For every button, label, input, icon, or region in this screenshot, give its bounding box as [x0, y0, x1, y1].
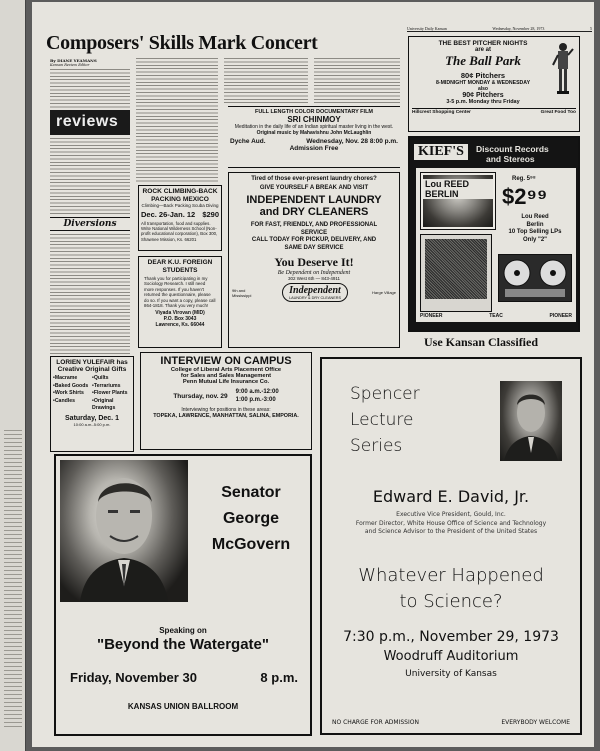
laundry-logo-row [232, 283, 396, 302]
climbing-detail: All transportation, food and supplies. Write National Wilderness School (Non-profit educational corporation), Box 300, Shawnee Mission, Ks. 66201 [141, 221, 218, 242]
spencer-when: 7:30 p.m., November 29, 1973 [343, 629, 559, 645]
ballpark-line6: also [477, 86, 488, 92]
chinmoy-ad [228, 106, 400, 168]
previous-page-text [4, 430, 22, 730]
ballpark-name: The Ball Park [445, 53, 521, 68]
climbing-title: ROCK CLIMBING-BACK PACKING MEXICO [142, 188, 218, 203]
kiefs-ad [408, 136, 580, 332]
interview-line5: TOPEKA, LAWRENCE, MANHATTAN, SALINA, EMPORIA. [153, 413, 299, 419]
laundry-name1: INDEPENDENT LAUNDRY [246, 194, 382, 206]
mcgovern-when-row [70, 670, 298, 685]
chinmoy-line2: SRI CHINMOY [287, 115, 341, 124]
laundry-location-left: 9th and Mississippi [232, 287, 252, 298]
album-cover-photo [423, 175, 493, 227]
spencer-role2: Former Director, White House Office of Science and Technology [355, 519, 547, 527]
interview-date: Thursday, nov. 29 [173, 392, 228, 400]
lorien-hours: 10:00 a.m.-5:00 p.m. [73, 421, 111, 427]
laundry-tagline: Be Dependent on Independent [277, 270, 351, 276]
chinmoy-line4: Original music by Mahavishnu John McLaughlin [256, 130, 372, 136]
receiver-illustration [420, 234, 492, 312]
students-ad [138, 256, 222, 348]
article-text-col2 [136, 58, 218, 183]
laundry-question: Tired of those ever-present laundry chores? [251, 176, 377, 182]
chinmoy-line1: FULL LENGTH COLOR DOCUMENTARY FILM [254, 109, 374, 115]
kiefs-details [498, 214, 572, 244]
students-address2: Lawrence, Ks. 66044 [155, 322, 205, 329]
reviews-label: reviews [50, 110, 130, 135]
mcgovern-topic: "Beyond the Watergate" [96, 636, 270, 653]
spencer-topic [322, 563, 580, 615]
lorien-item: •Quilts [92, 375, 109, 381]
laundry-logo-sub: LAUNDRY & DRY CLEANERS [288, 296, 342, 300]
lorien-item: •Flower Plants [92, 390, 128, 396]
baseball-player-illustration [551, 41, 575, 99]
article-text-col1b [50, 138, 130, 214]
mcgovern-speaking: Speaking on [159, 626, 207, 635]
chinmoy-time-row [230, 138, 398, 145]
spencer-role1: Executive Vice President, Gould, Inc. [396, 511, 506, 518]
mcgovern-ad [54, 454, 312, 736]
chinmoy-admission: Admission Free [289, 145, 339, 152]
ballpark-line8: 3-5 p.m. Monday thru Friday [446, 99, 520, 105]
ballpark-line1: THE BEST PITCHER NIGHTS [438, 40, 528, 47]
students-name: Viyada Virovan (MID) [155, 310, 205, 317]
ballpark-line4: 80¢ Pitchers [460, 71, 506, 80]
kiefs-tagline [476, 144, 549, 164]
brand-label: PIONEER [549, 313, 572, 319]
kiefs-top: 10 Top Selling LPs [508, 229, 562, 235]
tape-deck-illustration [498, 254, 572, 302]
david-portrait [500, 381, 562, 461]
chinmoy-venue: Dyche Aud. [230, 138, 266, 145]
ballpark-footer-left: Hillcrest Shopping Center [412, 110, 471, 115]
kiefs-line1: Discount Records [476, 144, 549, 154]
article-text-col1a [50, 69, 130, 109]
portrait-silhouette [60, 460, 188, 602]
ballpark-ad [408, 36, 580, 132]
spencer-university: University of Kansas [405, 669, 497, 679]
mcgovern-title1: Senator [221, 484, 281, 501]
spencer-role3: and Science Advisor to the President of the United States [364, 528, 538, 535]
mcgovern-time: 8 p.m. [260, 670, 298, 685]
article-text-col4 [314, 58, 400, 104]
lorien-item: •Candles [53, 397, 75, 404]
ballpark-line2: are at [474, 47, 491, 53]
laundry-deserve: You Deserve It! [274, 255, 354, 269]
newspaper-page [32, 2, 594, 747]
spencer-footer-left: NO CHARGE FOR ADMISSION [332, 719, 419, 726]
kiefs-name: KIEF'S [414, 144, 468, 160]
spencer-title1: Spencer [350, 384, 420, 404]
article-text-col3 [224, 58, 308, 104]
diversions-box [50, 217, 130, 351]
lorien-item: •Baked Goods [53, 382, 89, 389]
climbing-date-row [141, 210, 219, 219]
interview-schedule [143, 388, 309, 404]
berlin-album-cover [420, 172, 496, 230]
spencer-speaker-credentials [322, 511, 580, 537]
laundry-logo-name: Independent [289, 285, 341, 296]
interview-line1: College of Liberal Arts Placement Office [170, 367, 282, 373]
masthead-date: Wednesday, November 28, 1973 [492, 26, 545, 31]
lorien-subtitle: Creative Original Gifts [57, 366, 127, 373]
climbing-dates: Dec. 26-Jan. 12 [141, 210, 196, 219]
diversions-listings [50, 234, 130, 358]
laundry-logo [282, 283, 348, 302]
album-title: Lou REED BERLIN [423, 179, 493, 199]
spencer-footer-right: EVERYBODY WELCOME [501, 719, 570, 726]
ballpark-footer-right: Great Food Too [540, 110, 576, 115]
brand-label: PIONEER [420, 313, 443, 319]
laundry-fast: FOR FAST, FRIENDLY, AND PROFESSIONAL SERVICE [250, 222, 378, 236]
spencer-lecture-ad [320, 357, 582, 735]
mcgovern-when: Friday, November 30 [70, 670, 197, 685]
laundry-location-right: Harge Village [372, 290, 396, 295]
interview-time1: 9:00 a.m.-12:00 [235, 389, 279, 395]
spencer-speaker-name: Edward E. David, Jr. [372, 487, 530, 506]
kiefs-regular-price: Reg. 5⁹⁸ [512, 176, 536, 182]
mcgovern-portrait [60, 460, 188, 602]
brand-label: TEAC [489, 313, 503, 319]
lorien-items [53, 375, 131, 413]
masthead-page: 5 [590, 26, 592, 31]
kiefs-line2: and Stereos [486, 154, 535, 164]
mcgovern-where: KANSAS UNION BALLROOM [127, 702, 239, 711]
interview-time2: 1:00 p.m.-3:00 [235, 397, 276, 403]
chinmoy-when: Wednesday, Nov. 28 8:00 p.m. [306, 138, 398, 145]
laundry-address: 302 West 6th — 843-4911 [287, 276, 341, 281]
lorien-date: Saturday, Dec. 1 [65, 414, 119, 422]
spencer-title2: Lecture [350, 410, 414, 430]
article-byline: By DIANE YEAMANS [50, 58, 97, 63]
kiefs-brands [420, 313, 572, 319]
lorien-item: •Original Drawings [92, 397, 116, 411]
spencer-topic1: Whatever Happened [358, 565, 544, 586]
climbing-ad [138, 185, 222, 251]
interview-line3: Penn Mutual Life Insurance Co. [182, 379, 270, 385]
tape-reels-icon [499, 255, 571, 301]
interview-ad [140, 352, 312, 450]
masthead [407, 23, 592, 32]
ballpark-line7: 90¢ Pitchers [462, 92, 504, 99]
portrait-silhouette [500, 381, 562, 461]
students-body: Thank you for participating in my Sociology Research. I still need more responses. If you haven't returned the questionnaire, please do so. If you want a copy, please call 864-1818. Thank you very much! [144, 276, 216, 309]
spencer-venue: Woodruff Auditorium [383, 649, 519, 664]
students-address1: P.O. Box 3043 [163, 316, 197, 323]
mcgovern-title3: McGovern [211, 536, 291, 553]
mcgovern-name-block [192, 480, 310, 558]
students-title: DEAR K.U. FOREIGN STUDENTS [147, 259, 213, 274]
laundry-call: CALL TODAY FOR PICKUP, DELIVERY, AND SAME DAY SERVICE [251, 237, 377, 251]
lorien-item: •Terrariums [92, 382, 121, 389]
kiefs-title: Berlin [526, 221, 544, 228]
interview-line4: Interviewing for positions in these areas: [181, 407, 271, 413]
kiefs-only: Only "2" [522, 236, 548, 243]
diversions-title: Diversions [50, 217, 130, 231]
chinmoy-line3: Meditation in the daily life of an Indian spiritual master living in the west. [234, 124, 394, 130]
mcgovern-title2: George [222, 510, 279, 527]
masthead-paper: University Daily Kansan [407, 26, 447, 31]
lorien-item: •Macrame [53, 375, 78, 381]
climbing-sub: Climbing—Back Packing Scuba Diving [141, 203, 219, 208]
lorien-item: •Work Shirts [53, 390, 84, 396]
article-byline-role: Kansan Review Editor [50, 63, 90, 67]
interview-times [236, 388, 279, 404]
receiver-panel [425, 239, 487, 299]
kiefs-sale-price: $2⁹⁹ [502, 184, 548, 209]
ballpark-footer [412, 108, 576, 115]
interview-title: INTERVIEW ON CAMPUS [160, 355, 292, 367]
previous-page-edge [0, 0, 26, 751]
article-headline: Composers' Skills Mark Concert [46, 32, 318, 54]
spencer-topic2: to Science? [399, 591, 503, 612]
laundry-give: GIVE YOURSELF A BREAK AND VISIT [259, 185, 369, 191]
lorien-ad [50, 356, 134, 452]
lorien-title: LORIEN YULEFAIR has [56, 359, 128, 366]
classified-promo: Use Kansan Classified [424, 335, 539, 349]
kiefs-inner [416, 168, 576, 322]
spencer-title3: Series [350, 436, 403, 456]
kiefs-artist: Lou Reed [521, 214, 549, 220]
spencer-footer [332, 719, 570, 726]
laundry-name2: and DRY CLEANERS [259, 206, 369, 218]
climbing-price: $290 [202, 210, 219, 219]
interview-line2: for Sales and Sales Management [180, 373, 272, 379]
ballpark-line5: 8-MIDNIGHT MONDAY & WEDNESDAY [435, 80, 531, 86]
laundry-ad [228, 172, 400, 348]
spencer-series-title [350, 381, 420, 459]
